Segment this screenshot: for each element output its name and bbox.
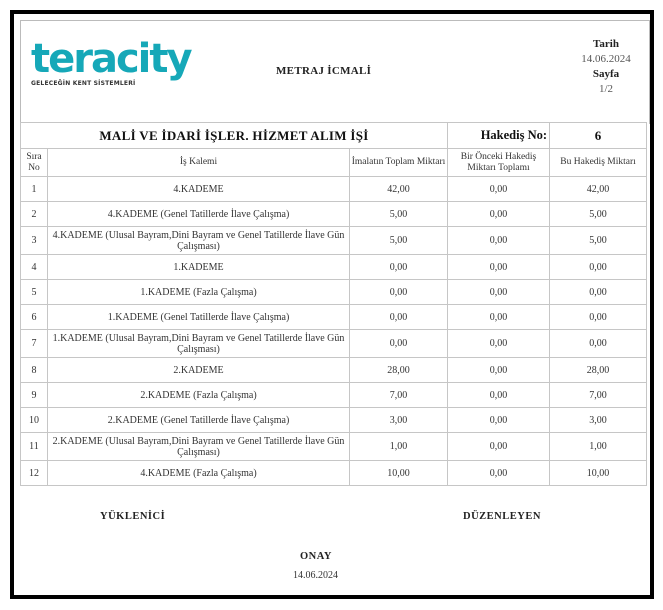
table-row [21,358,647,383]
row-imalat: 7,00 [350,383,448,408]
hakedis-label: Hakediş No: [480,128,548,142]
row-bu: 5,00 [550,227,647,255]
table-row [21,433,647,461]
hakedis-number: 6 [550,123,647,149]
row-number: 11 [21,433,48,461]
row-number: 7 [21,330,48,358]
col-is-kalemi: İş Kalemi [48,149,350,177]
row-imalat: 0,00 [350,255,448,280]
logo-tagline: GELECEĞİN KENT SİSTEMLERİ [31,80,136,87]
row-item: 1.KADEME [48,255,350,280]
row-number: 3 [21,227,48,255]
row-onceki: 0,00 [448,202,550,227]
row-imalat: 0,00 [350,280,448,305]
col-sira-no: Sıra No [21,149,48,177]
row-item: 4.KADEME (Ulusal Bayram,Dini Bayram ve Genel Tatillerde İlave Gün Çalışması) [48,227,350,255]
row-bu: 0,00 [550,330,647,358]
row-item: 2.KADEME (Ulusal Bayram,Dini Bayram ve Genel Tatillerde İlave Gün Çalışması) [48,433,350,461]
row-item: 2.KADEME (Genel Tatillerde İlave Çalışma) [48,408,350,433]
row-bu: 0,00 [550,280,647,305]
col-bu-hakedis: Bu Hakediş Miktarı [550,149,647,177]
row-item: 2.KADEME [48,358,350,383]
row-onceki: 0,00 [448,330,550,358]
yuklenici-signature: YÜKLENİCİ [100,511,166,522]
document-header [20,20,650,124]
row-onceki: 0,00 [448,408,550,433]
row-onceki: 0,00 [448,358,550,383]
page-value: 1/2 [598,83,614,95]
row-imalat: 3,00 [350,408,448,433]
row-number: 12 [21,461,48,486]
row-onceki: 0,00 [448,433,550,461]
table-row [21,202,647,227]
table-row [21,280,647,305]
row-onceki: 0,00 [448,255,550,280]
row-bu: 7,00 [550,383,647,408]
document-meta [571,37,641,97]
row-onceki: 0,00 [448,461,550,486]
row-number: 10 [21,408,48,433]
row-bu: 42,00 [550,177,647,202]
row-imalat: 28,00 [350,358,448,383]
row-item: 1.KADEME (Ulusal Bayram,Dini Bayram ve Genel Tatillerde İlave Gün Çalışması) [48,330,350,358]
table-row [21,461,647,486]
row-onceki: 0,00 [448,305,550,330]
quantity-summary-table [20,122,647,486]
row-number: 8 [21,358,48,383]
row-imalat: 0,00 [350,305,448,330]
document-frame [10,10,654,599]
table-row [21,383,647,408]
duzenleyen-signature: DÜZENLEYEN [463,511,541,522]
col-imalat-toplam: İmalatın Toplam Miktarı [350,149,448,177]
row-imalat: 10,00 [350,461,448,486]
work-title: MALİ VE İDARİ İŞLER. HİZMET ALIM İŞİ [21,123,448,149]
row-bu: 1,00 [550,433,647,461]
table-row [21,255,647,280]
row-imalat: 5,00 [350,202,448,227]
page-label: Sayfa [592,68,620,80]
row-number: 1 [21,177,48,202]
onay-date: 14.06.2024 [293,570,338,581]
document-title: METRAJ İCMALİ [276,65,372,77]
row-item: 4.KADEME [48,177,350,202]
row-bu: 0,00 [550,255,647,280]
teracity-logo [31,36,191,97]
row-bu: 3,00 [550,408,647,433]
row-item: 1.KADEME (Genel Tatillerde İlave Çalışma) [48,305,350,330]
row-imalat: 1,00 [350,433,448,461]
row-bu: 10,00 [550,461,647,486]
onay-signature: ONAY [300,551,332,562]
col-onceki-hakedis: Bir Önceki Hakediş Miktarı Toplamı [448,149,550,177]
table-row [21,330,647,358]
row-imalat: 0,00 [350,330,448,358]
date-label: Tarih [593,38,619,50]
work-title-row [21,123,647,149]
row-number: 6 [21,305,48,330]
row-onceki: 0,00 [448,280,550,305]
row-number: 4 [21,255,48,280]
row-number: 2 [21,202,48,227]
row-item: 4.KADEME (Genel Tatillerde İlave Çalışma) [48,202,350,227]
row-item: 2.KADEME (Fazla Çalışma) [48,383,350,408]
column-header-row [21,149,647,177]
row-bu: 28,00 [550,358,647,383]
table-row [21,177,647,202]
logo-wordmark: teracity [31,36,191,82]
row-number: 9 [21,383,48,408]
table-row [21,227,647,255]
row-item: 4.KADEME (Fazla Çalışma) [48,461,350,486]
table-body [21,177,647,486]
row-onceki: 0,00 [448,227,550,255]
row-imalat: 42,00 [350,177,448,202]
row-onceki: 0,00 [448,177,550,202]
row-number: 5 [21,280,48,305]
date-value: 14.06.2024 [581,53,631,65]
hakedis-label-cell [448,123,550,149]
row-bu: 5,00 [550,202,647,227]
row-item: 1.KADEME (Fazla Çalışma) [48,280,350,305]
row-onceki: 0,00 [448,383,550,408]
table-row [21,305,647,330]
table-row [21,408,647,433]
row-bu: 0,00 [550,305,647,330]
row-imalat: 5,00 [350,227,448,255]
